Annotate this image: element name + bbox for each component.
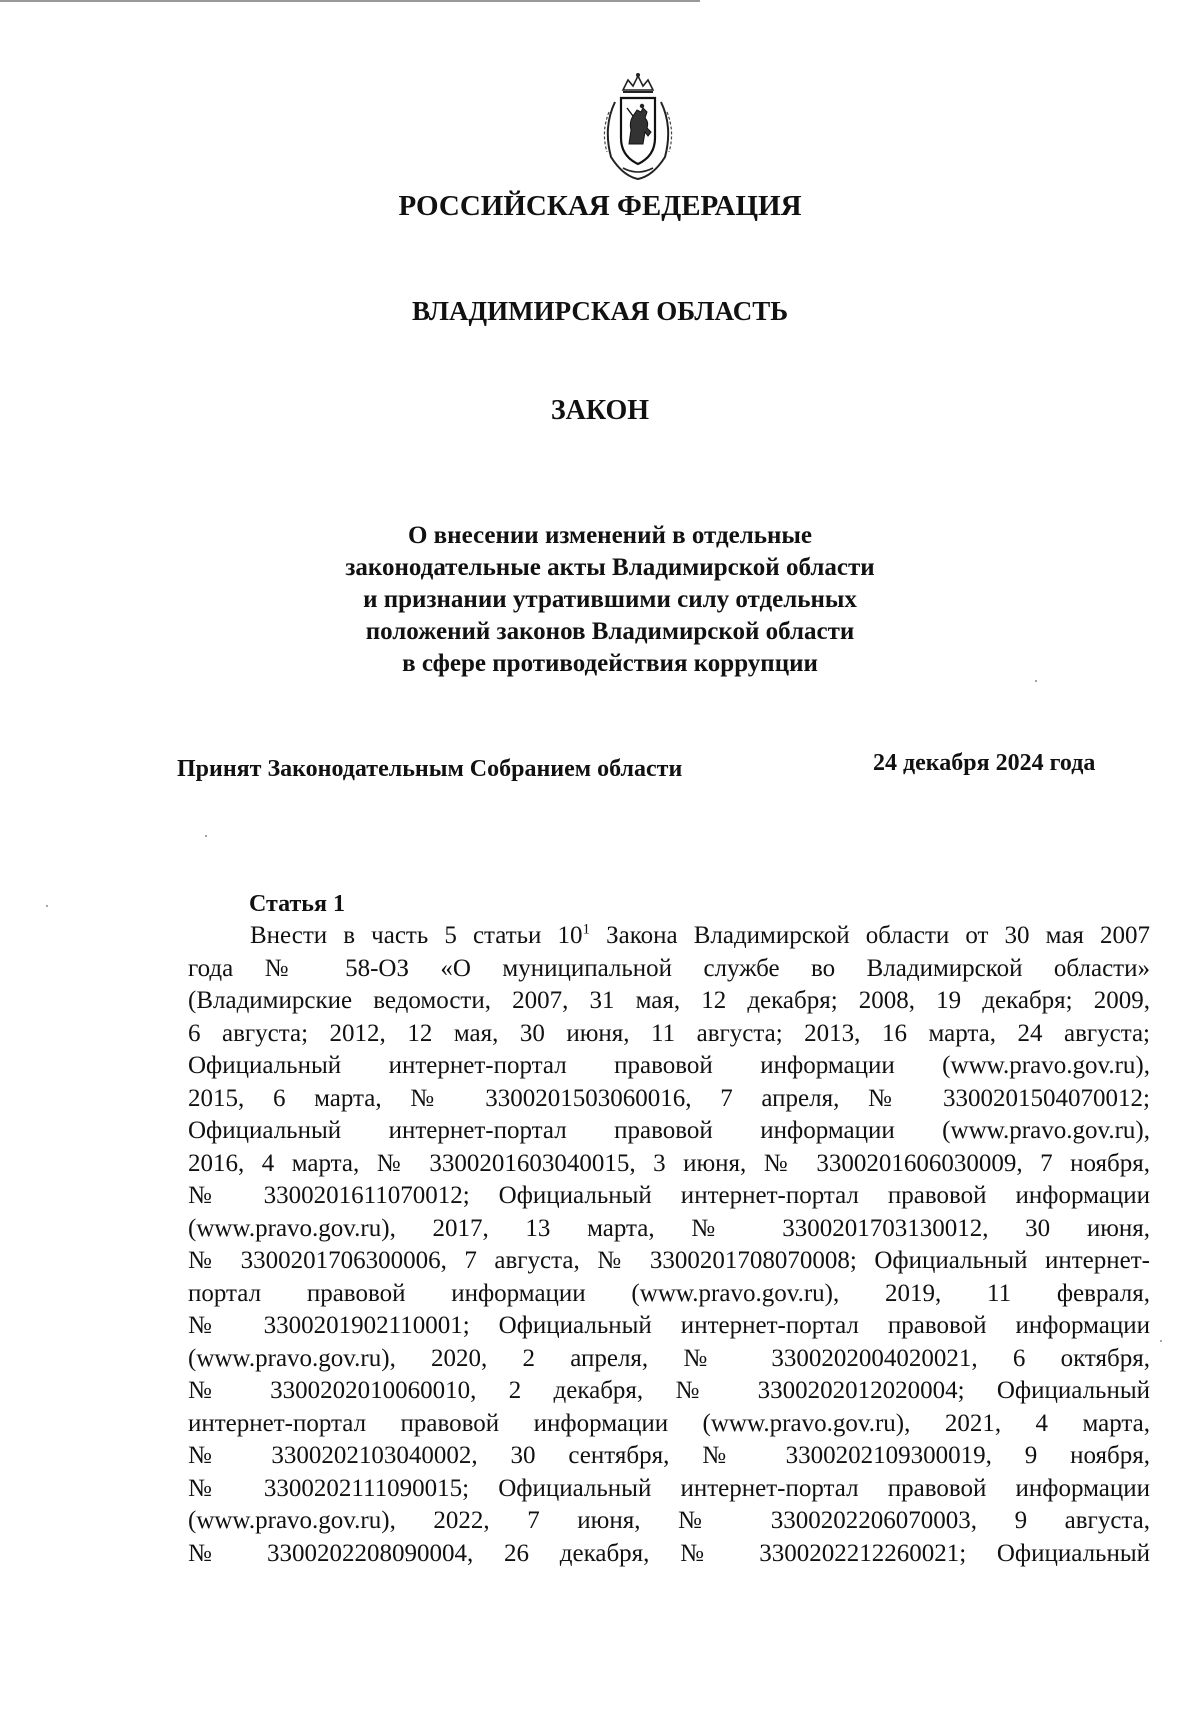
header-region: ВЛАДИМИРСКАЯ ОБЛАСТЬ	[411, 296, 789, 326]
article-body	[188, 920, 1150, 1570]
law-title	[270, 520, 950, 680]
article-first-line	[188, 920, 1150, 953]
article-line: № 3300202208090004, 26 декабря, № 3300202212260021; Официальный	[188, 1539, 1150, 1567]
scan-speck	[205, 835, 207, 837]
article-line: (www.pravo.gov.ru), 2022, 7 июня, № 3300202206070003, 9 августа,	[188, 1507, 1150, 1534]
coat-of-arms-icon	[593, 72, 683, 182]
law-title-line: и признании утратившими силу отдельных	[363, 586, 857, 613]
article-line: (www.pravo.gov.ru), 2020, 2 апреля, № 3300202004020021, 6 октября,	[188, 1344, 1150, 1372]
article-superscript: 1	[582, 921, 591, 938]
law-title-line: положений законов Владимирской области	[365, 618, 855, 645]
article-line: № 3300202010060010, 2 декабря, № 3300202012020004; Официальный	[188, 1377, 1150, 1404]
article-line: № 3300201902110001; Официальный интернет-портал правовой информации	[188, 1312, 1150, 1339]
article-heading: Статья 1	[249, 891, 345, 917]
law-title-line: О внесении изменений в отдельные	[407, 522, 813, 549]
law-title-line: законодательные акты Владимирской области	[345, 554, 875, 581]
scan-speck	[46, 905, 48, 907]
article-line: № 3300202111090015; Официальный интернет-портал правовой информации	[188, 1474, 1150, 1502]
article-first-line-start: Внести в часть 5 статьи 10	[250, 922, 583, 949]
scan-speck	[1035, 680, 1037, 682]
article-line: интернет-портал правовой информации (www.pravo.gov.ru), 2021, 4 марта,	[188, 1409, 1150, 1437]
header-country: РОССИЙСКАЯ ФЕДЕРАЦИЯ	[398, 190, 802, 222]
scan-speck	[1160, 1340, 1162, 1342]
article-line: 6 августа; 2012, 12 мая, 30 июня, 11 августа; 2013, 16 марта, 24 августа;	[188, 1019, 1150, 1047]
adoption-date: 24 декабря 2024 года	[873, 750, 1096, 776]
adoption-label: Принят Законодательным Собранием области	[177, 756, 683, 782]
scan-edge-line	[0, 0, 700, 2]
article-line: года № 58-ОЗ «О муниципальной службе во Владимирской области»	[188, 954, 1150, 982]
document-type-title: ЗАКОН	[550, 395, 650, 426]
article-line: № 3300201706300006, 7 августа, № 3300201708070008; Официальный интернет-	[188, 1247, 1150, 1274]
article-line: (Владимирские ведомости, 2007, 31 мая, 12 декабря; 2008, 19 декабря; 2009,	[188, 987, 1150, 1014]
article-line: Официальный интернет-портал правовой информации (www.pravo.gov.ru),	[188, 1052, 1150, 1079]
article-line: (www.pravo.gov.ru), 2017, 13 марта, № 3300201703130012, 30 июня,	[188, 1214, 1150, 1242]
article-line: 2016, 4 марта, № 3300201603040015, 3 июня, № 3300201606030009, 7 ноября,	[188, 1149, 1150, 1177]
law-title-line: в сфере противодействия коррупции	[402, 650, 818, 677]
article-first-line-end: Закона Владимирской области от 30 мая 2007	[590, 922, 1150, 949]
article-line: № 3300201611070012; Официальный интернет-портал правовой информации	[188, 1182, 1150, 1209]
article-line: № 3300202103040002, 30 сентября, № 3300202109300019, 9 ноября,	[188, 1442, 1150, 1469]
article-line: 2015, 6 марта, № 3300201503060016, 7 апреля, № 3300201504070012;	[188, 1084, 1150, 1112]
article-line: портал правовой информации (www.pravo.gov.ru), 2019, 11 февраля,	[188, 1279, 1150, 1307]
article-line: Официальный интернет-портал правовой информации (www.pravo.gov.ru),	[188, 1117, 1150, 1144]
